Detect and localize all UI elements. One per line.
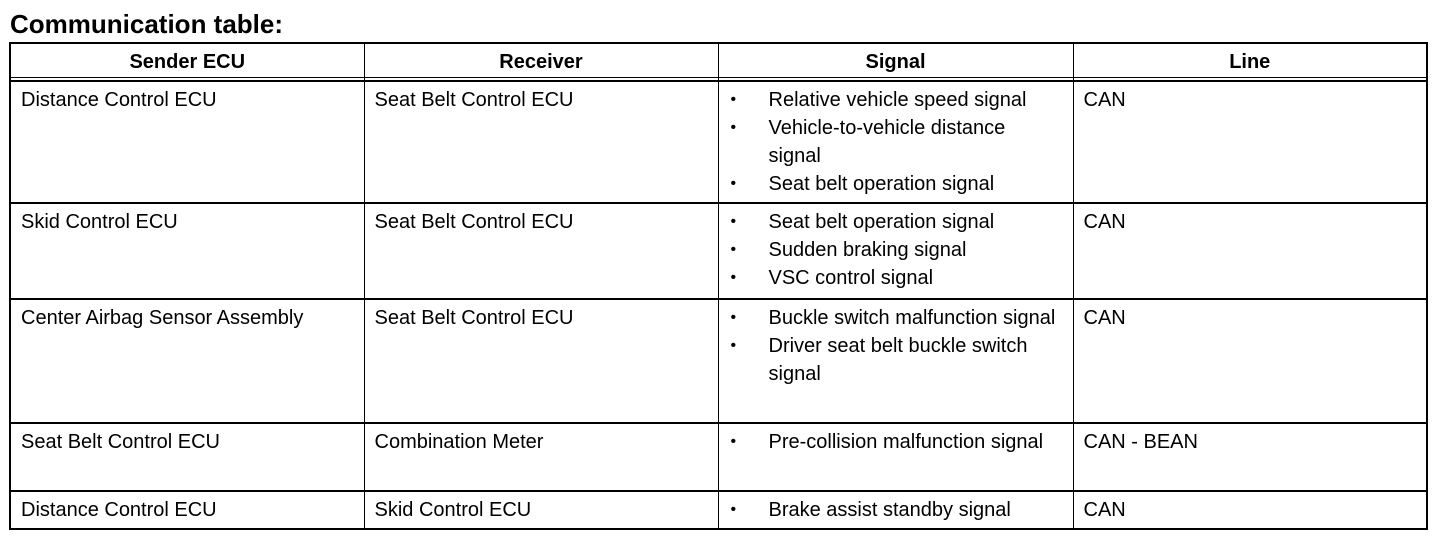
header-line: Line [1073,43,1427,81]
signal-list [729,86,1063,198]
receiver-cell: Seat Belt Control ECU [364,81,718,203]
signal-item: • Brake assist standby signal [729,496,1063,524]
signal-item: • Seat belt operation signal [729,208,1063,236]
table-row [10,491,1427,529]
signal-cell [718,491,1073,529]
table-row [10,203,1427,299]
signal-item: • Buckle switch malfunction signal [729,304,1063,332]
signal-item: • VSC control signal [729,264,1063,292]
header-signal: Signal [718,43,1073,81]
signal-cell [718,81,1073,203]
signal-item: • Pre-collision malfunction signal [729,428,1063,456]
communication-table [9,42,1428,530]
sender-cell: Distance Control ECU [10,491,364,529]
page-title: Communication table: [10,9,284,39]
sender-cell: Distance Control ECU [10,81,364,203]
signal-item: • Driver seat belt buckle switch signal [729,332,1063,388]
receiver-cell: Seat Belt Control ECU [364,203,718,299]
header-row [10,43,1427,81]
header-receiver: Receiver [364,43,718,81]
signal-cell [718,203,1073,299]
signal-list [729,496,1063,524]
signal-item: • Sudden braking signal [729,236,1063,264]
signal-list [729,304,1063,388]
signal-cell [718,299,1073,423]
line-cell: CAN [1073,299,1427,423]
sender-cell: Center Airbag Sensor Assembly [10,299,364,423]
signal-item: • Seat belt operation signal [729,170,1063,198]
signal-list [729,208,1063,292]
signal-cell [718,423,1073,491]
line-cell: CAN - BEAN [1073,423,1427,491]
header-sender-ecu: Sender ECU [10,43,364,81]
table-row [10,81,1427,203]
table-row [10,299,1427,423]
line-cell: CAN [1073,81,1427,203]
table-row [10,423,1427,491]
line-cell: CAN [1073,203,1427,299]
sender-cell: Seat Belt Control ECU [10,423,364,491]
signal-list [729,428,1063,456]
receiver-cell: Skid Control ECU [364,491,718,529]
signal-item: • Vehicle-to-vehicle distance signal [729,114,1063,170]
receiver-cell: Combination Meter [364,423,718,491]
signal-item: • Relative vehicle speed signal [729,86,1063,114]
sender-cell: Skid Control ECU [10,203,364,299]
line-cell: CAN [1073,491,1427,529]
receiver-cell: Seat Belt Control ECU [364,299,718,423]
